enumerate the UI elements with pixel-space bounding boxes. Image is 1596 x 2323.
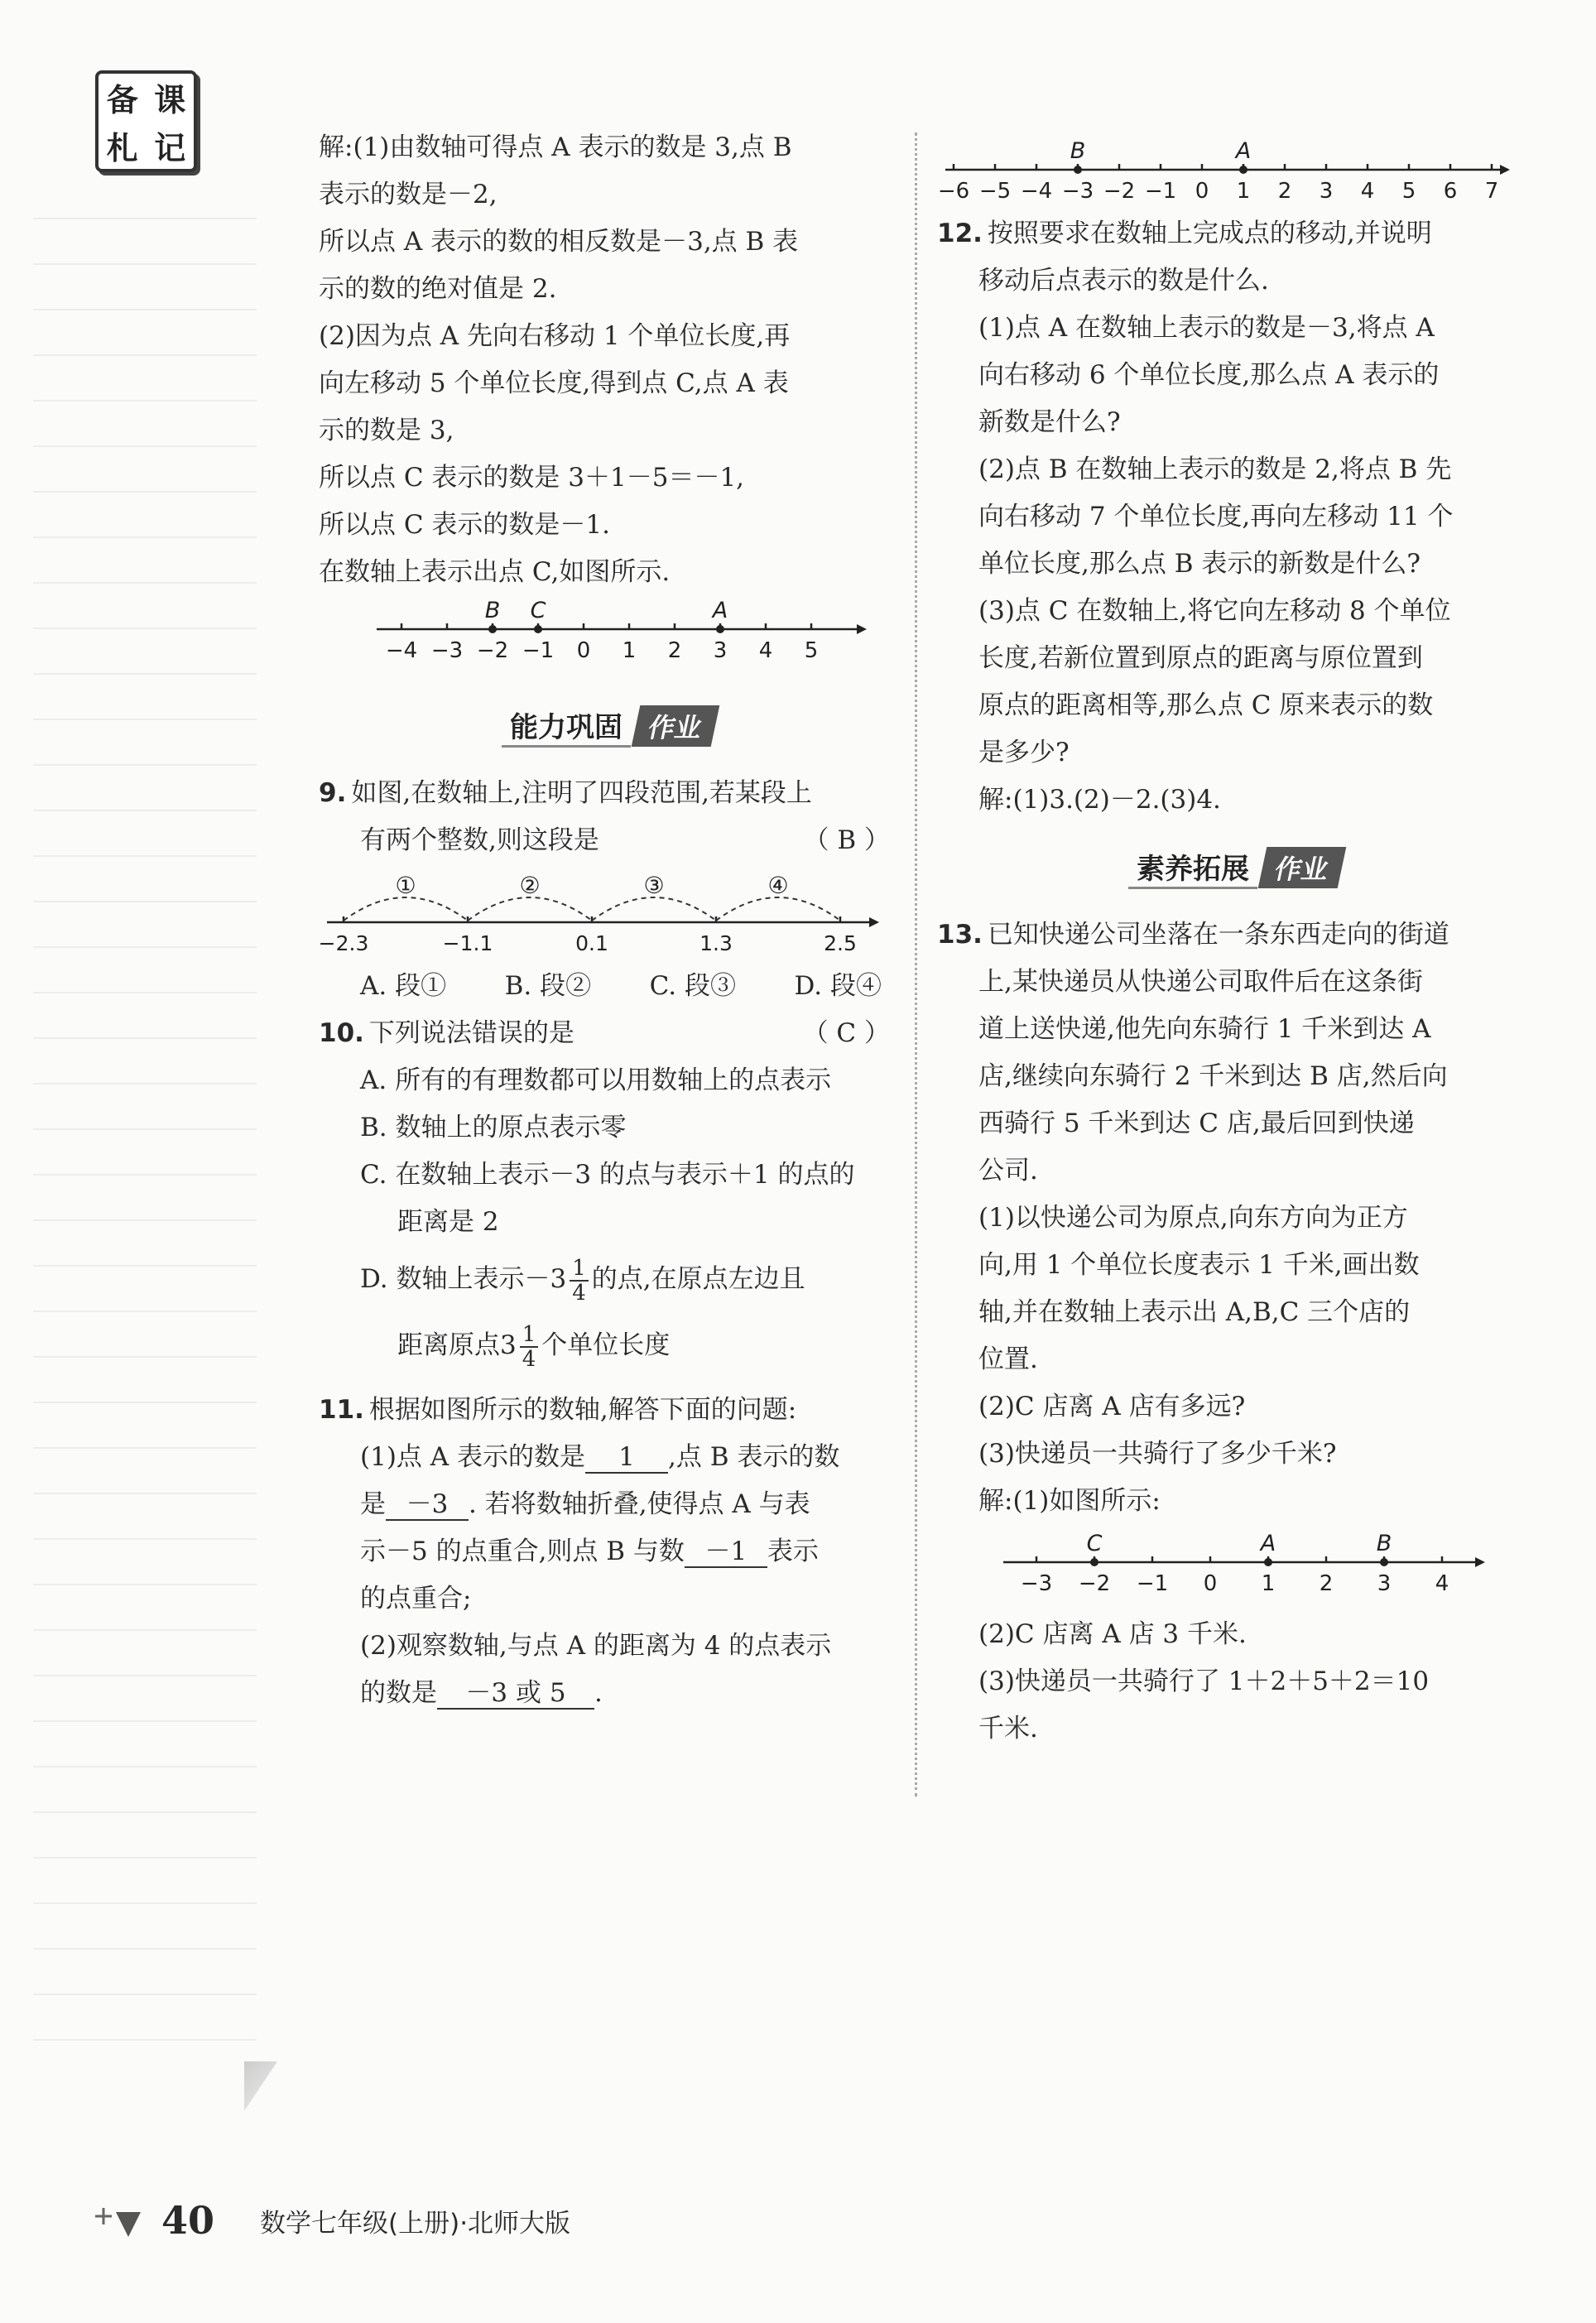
- point-dot: [534, 625, 542, 633]
- answer-line: (2)C 店离 A 店 3 千米.: [978, 1619, 1247, 1649]
- segment-arc: [344, 897, 468, 921]
- right-column: [937, 128, 1533, 1753]
- tick-label: 1.3: [699, 931, 733, 955]
- number-line-q13: [937, 1525, 1533, 1608]
- tick-label: 0: [576, 638, 591, 663]
- option-d-text: 的点,在原点左边且: [591, 1264, 805, 1294]
- left-column: [319, 124, 898, 1717]
- tick-label: 2.5: [824, 931, 857, 955]
- text-line: 示的数是 3,: [319, 416, 454, 445]
- tick-label: 0: [1195, 179, 1209, 204]
- notes-ruled-lines: [33, 174, 257, 2078]
- question-number: 12.: [937, 219, 983, 248]
- text: (1)点 A 表示的数是: [360, 1442, 586, 1472]
- segment-label: ②: [519, 872, 541, 899]
- option-d-text: D. 数轴上表示－3: [360, 1264, 567, 1294]
- point-dot: [1264, 1558, 1272, 1566]
- lesson-notes-logo: [95, 70, 197, 172]
- tick-label: 5: [804, 638, 819, 663]
- axis-arrow: [869, 917, 879, 927]
- question-text: 下列说法错误的是: [368, 1018, 574, 1048]
- text-line: 在数轴上表示出点 C,如图所示.: [319, 557, 671, 587]
- text-line: (1)点 A 在数轴上表示的数是－3,将点 A: [978, 313, 1435, 343]
- text-line: 道上送快递,他先向东骑行 1 千米到达 A: [978, 1014, 1431, 1044]
- answer-line: (3)快递员一共骑行了 1＋2＋5＋2＝10: [978, 1666, 1430, 1696]
- tick-label: 0: [1203, 1571, 1218, 1596]
- option-c: C. 在数轴上表示－3 的点与表示＋1 的点的: [360, 1160, 855, 1190]
- text-line: 所以点 C 表示的数是 3＋1－5＝－1,: [319, 463, 745, 493]
- question-11: [319, 1387, 898, 1717]
- segment-label: ③: [643, 872, 665, 899]
- text: ,点 B 表示的数: [668, 1442, 840, 1472]
- text: . 若将数轴折叠,使得点 A 与表: [469, 1489, 810, 1519]
- text-line: 向,用 1 个单位长度表示 1 千米,画出数: [978, 1250, 1420, 1280]
- segment-arc: [716, 897, 840, 921]
- point-label: B: [484, 598, 501, 623]
- homework-tag: 作业: [632, 705, 720, 747]
- text-line: (2)因为点 A 先向右移动 1 个单位长度,再: [319, 321, 791, 351]
- tick-label: 3: [713, 638, 728, 663]
- text-line: 西骑行 5 千米到达 C 店,最后回到快递: [978, 1109, 1415, 1138]
- tick-label: 1: [1261, 1571, 1276, 1596]
- text-line: (2)C 店离 A 店有多远?: [978, 1392, 1246, 1421]
- question-number: 10.: [319, 1018, 364, 1048]
- logo-char: 课: [154, 82, 186, 119]
- segment-label: ①: [395, 872, 416, 899]
- segment-label: ④: [767, 872, 789, 899]
- tick-label: −5: [978, 179, 1012, 204]
- text-line: 示的数的绝对值是 2.: [319, 274, 557, 304]
- tick-label: 2: [667, 638, 682, 663]
- question-text: 按照要求在数轴上完成点的移动,并说明: [987, 219, 1432, 248]
- section-title-ability: [319, 697, 898, 755]
- point-dot: [1074, 166, 1082, 174]
- book-title: 数学七年级(上册)·北师大版: [260, 2208, 571, 2239]
- question-number: 11.: [319, 1395, 364, 1425]
- text-line: 长度,若新位置到原点的距离与原位置到: [978, 643, 1423, 673]
- question-text: 根据如图所示的数轴,解答下面的问题:: [368, 1395, 797, 1425]
- column-divider: [915, 132, 917, 1796]
- question-13: [937, 911, 1533, 1753]
- page-footer: [91, 2198, 570, 2243]
- frac-num: 1: [520, 1323, 539, 1348]
- text: .: [594, 1678, 603, 1708]
- tick-label: 2: [1277, 179, 1292, 204]
- fraction: [520, 1323, 539, 1371]
- text: 示－5 的点重合,则点 B 与数: [360, 1537, 685, 1566]
- text-line: 轴,并在数轴上表示出 A,B,C 三个店的: [978, 1297, 1411, 1327]
- tick-label: −1: [522, 638, 555, 663]
- question-10: [319, 1010, 898, 1378]
- text-line: 表示的数是－2,: [319, 180, 498, 209]
- point-label: A: [712, 598, 728, 623]
- tick-label: −3: [430, 638, 464, 663]
- answer-line: 解:(1)3.(2)－2.(3)4.: [978, 785, 1221, 815]
- point-dot: [1239, 166, 1247, 174]
- tick-label: 4: [1360, 179, 1375, 204]
- axis-arrow: [1475, 1557, 1485, 1567]
- question-9: [319, 770, 898, 1010]
- text-line: 公司.: [978, 1156, 1038, 1186]
- point-label: C: [1086, 1531, 1103, 1556]
- point-dot: [1090, 1558, 1098, 1566]
- option-d: [319, 1246, 898, 1312]
- tick-label: 4: [758, 638, 773, 663]
- point-label: B: [1070, 138, 1086, 164]
- tick-label: 5: [1401, 179, 1416, 204]
- tick-label: 1: [1236, 179, 1251, 204]
- tick-label: 4: [1435, 1571, 1449, 1596]
- text-line: 解:(1)由数轴可得点 A 表示的数是 3,点 B: [319, 132, 792, 162]
- text-line: (3)快递员一共骑行了多少千米?: [978, 1439, 1337, 1469]
- text-line: 向右移动 6 个单位长度,那么点 A 表示的: [978, 360, 1440, 390]
- tick-label: −4: [385, 638, 418, 663]
- option-d-text: 距离原点3: [397, 1330, 517, 1360]
- point-label: A: [1235, 138, 1252, 164]
- question-text: 已知快递公司坐落在一条东西走向的街道: [987, 920, 1449, 950]
- tick-label: −6: [937, 179, 970, 204]
- tick-label: −2: [1103, 179, 1136, 204]
- tick-label: 7: [1484, 179, 1499, 204]
- text-line: 单位长度,那么点 B 表示的新数是什么?: [978, 549, 1421, 579]
- logo-char: 记: [154, 129, 186, 166]
- option-a: A. 所有的有理数都可以用数轴上的点表示: [360, 1065, 832, 1095]
- question-number: 13.: [937, 920, 983, 950]
- logo-char: 札: [106, 129, 138, 166]
- text: 是: [360, 1489, 386, 1519]
- footer-ornament-icon: [91, 2200, 149, 2241]
- number-line-q8: [319, 596, 898, 679]
- option-c-cont: 距离是 2: [397, 1207, 499, 1237]
- text-line: (1)以快递公司为原点,向东方向为正方: [978, 1203, 1408, 1233]
- tick-label: 3: [1319, 179, 1334, 204]
- tick-label: −1: [1144, 179, 1177, 204]
- tick-label: 1: [622, 638, 637, 663]
- frac-den: 4: [572, 1280, 586, 1306]
- text-line: 所以点 A 表示的数的相反数是－3,点 B 表: [319, 227, 799, 257]
- option-c: C. 段③: [649, 971, 736, 1001]
- text-line: 原点的距离相等,那么点 C 原来表示的数: [978, 690, 1434, 720]
- text-line: 是多少?: [978, 738, 1070, 767]
- option-b: B. 数轴上的原点表示零: [360, 1113, 627, 1142]
- number-line-q9: [319, 864, 898, 960]
- text-line: 店,继续向东骑行 2 千米到达 B 店,然后向: [978, 1061, 1448, 1091]
- question-12: [937, 210, 1533, 824]
- tick-label: 3: [1377, 1571, 1392, 1596]
- section-title-literacy: [937, 839, 1533, 897]
- tick-label: −1.1: [442, 931, 493, 955]
- question-number: 9.: [319, 778, 347, 808]
- answer-line: 千米.: [978, 1714, 1038, 1743]
- question-text: 移动后点表示的数是什么.: [978, 266, 1269, 296]
- tick-label: −4: [1020, 179, 1053, 204]
- text: 的数是: [360, 1678, 437, 1708]
- question-text: 有两个整数,则这段是: [360, 825, 599, 855]
- answer-blank: －3 或 5: [437, 1678, 594, 1710]
- q8-solution: [319, 124, 898, 596]
- point-dot: [716, 625, 724, 633]
- option-d-text: 个单位长度: [541, 1330, 671, 1360]
- answer-blank: －3: [386, 1489, 469, 1521]
- option-d: D. 段④: [794, 971, 882, 1001]
- section-title-text: 素养拓展: [1128, 846, 1257, 889]
- section-title-text: 能力巩固: [502, 705, 631, 748]
- segment-arc: [468, 897, 592, 921]
- text: 表示: [767, 1537, 819, 1566]
- point-label: B: [1376, 1531, 1392, 1556]
- text-line: 解:(1)如图所示:: [978, 1486, 1161, 1516]
- option-b: B. 段②: [504, 971, 592, 1001]
- text-line: 上,某快递员从快递公司取件后在这条街: [978, 967, 1423, 997]
- homework-tag: 作业: [1258, 847, 1347, 888]
- option-a: A. 段①: [360, 971, 447, 1001]
- point-dot: [488, 625, 497, 633]
- page-corner-decoration: [244, 2061, 277, 2111]
- tick-label: 0.1: [575, 931, 608, 955]
- point-label: C: [530, 598, 546, 623]
- frac-den: 4: [522, 1346, 536, 1372]
- page-number: 40: [161, 2198, 215, 2243]
- point-dot: [1380, 1558, 1388, 1566]
- text-line: (2)点 B 在数轴上表示的数是 2,将点 B 先: [978, 454, 1452, 484]
- answer-blank: 1: [585, 1442, 668, 1474]
- fraction: [570, 1257, 589, 1305]
- tick-label: −1: [1136, 1571, 1169, 1596]
- logo-char: 备: [106, 82, 138, 119]
- number-line-q11: [937, 128, 1533, 207]
- option-d-cont: [319, 1312, 898, 1378]
- question-text: 如图,在数轴上,注明了四段范围,若某段上: [351, 778, 812, 808]
- text-line: 向右移动 7 个单位长度,再向左移动 11 个: [978, 502, 1454, 531]
- axis-arrow: [1500, 165, 1510, 175]
- text: (2)观察数轴,与点 A 的距离为 4 的点表示: [360, 1631, 832, 1661]
- tick-label: −2.3: [319, 931, 369, 955]
- text: 的点重合;: [360, 1584, 472, 1614]
- answer-choice: （ C ）: [802, 1018, 890, 1048]
- text-line: 向左移动 5 个单位长度,得到点 C,点 A 表: [319, 368, 789, 398]
- frac-num: 1: [570, 1257, 589, 1282]
- text-line: 新数是什么?: [978, 407, 1121, 437]
- text-line: (3)点 C 在数轴上,将它向左移动 8 个单位: [978, 596, 1451, 626]
- tick-label: −3: [1020, 1571, 1053, 1596]
- tick-label: −3: [1061, 179, 1094, 204]
- text-line: 所以点 C 表示的数是－1.: [319, 510, 611, 540]
- segment-arc: [592, 897, 716, 921]
- answer-blank: －1: [685, 1537, 767, 1568]
- text-line: 位置.: [978, 1344, 1038, 1374]
- tick-label: −2: [1078, 1571, 1111, 1596]
- tick-label: −2: [476, 638, 509, 663]
- point-label: A: [1260, 1531, 1276, 1556]
- answer-choice: （ B ）: [803, 825, 890, 855]
- axis-arrow: [857, 624, 867, 634]
- tick-label: 2: [1319, 1571, 1334, 1596]
- tick-label: 6: [1443, 179, 1458, 204]
